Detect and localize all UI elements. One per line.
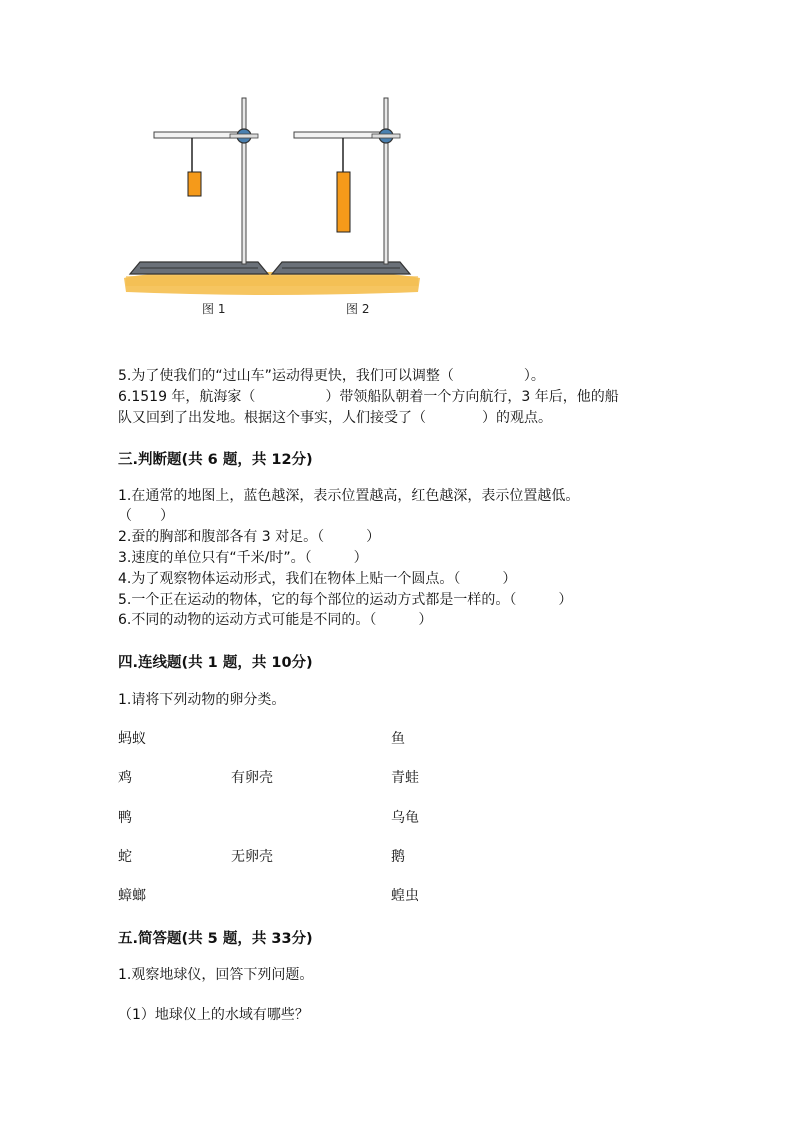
match-q1: 1.请将下列动物的卵分类。 — [118, 692, 286, 708]
pendulum-bob-1 — [188, 172, 201, 196]
match-left-5: 蟑螂 — [118, 888, 146, 904]
figure-caption-1: 图 1 — [202, 302, 226, 316]
section-4-title: 四.连线题(共 1 题，共 10分) — [118, 655, 313, 671]
match-right-3: 乌龟 — [391, 810, 419, 826]
stand-1-rod — [242, 98, 246, 264]
pendulum-bob-2 — [337, 172, 350, 232]
section-3-title: 三.判断题(共 6 题，共 12分) — [118, 452, 313, 468]
match-right-1: 鱼 — [391, 731, 405, 747]
match-right-2: 青蛙 — [391, 770, 419, 786]
match-right-4: 鹅 — [391, 849, 405, 865]
short-answer-q1: 1.观察地球仪，回答下列问题。 — [118, 967, 314, 983]
judge-q1-line1: 1.在通常的地图上，蓝色越深，表示位置越高，红色越深，表示位置越低。 — [118, 488, 580, 504]
match-middle-no-shell: 无卵壳 — [231, 849, 273, 865]
match-left-2: 鸡 — [118, 770, 132, 786]
fill-blank-q6-line1: 6.1519 年，航海家（ ）带领船队朝着一个方向航行，3 年后，他的船 — [118, 389, 619, 405]
judge-q2: 2.蚕的胸部和腹部各有 3 对足。（ ） — [118, 529, 381, 545]
judge-q3: 3.速度的单位只有“千米/时”。（ ） — [118, 550, 368, 566]
fill-blank-q5: 5.为了使我们的“过山车”运动得更快，我们可以调整（ ）。 — [118, 368, 545, 384]
short-answer-q1-sub1: （1）地球仪上的水域有哪些？ — [118, 1007, 309, 1023]
judge-q1-line2: （ ） — [118, 508, 174, 524]
match-right-5: 蝗虫 — [391, 888, 419, 904]
section-5-title: 五.简答题(共 5 题，共 33分) — [118, 931, 313, 947]
match-left-3: 鸭 — [118, 810, 132, 826]
match-middle-shell: 有卵壳 — [231, 770, 273, 786]
fill-blank-q6-line2: 队又回到了出发地。根据这个事实，人们接受了（ ）的观点。 — [118, 410, 552, 426]
pendulum-figure — [118, 92, 428, 324]
judge-q4: 4.为了观察物体运动形式，我们在物体上贴一个圆点。（ ） — [118, 571, 517, 587]
figure-caption-2: 图 2 — [346, 302, 370, 316]
match-left-4: 蛇 — [118, 849, 132, 865]
judge-q5: 5.一个正在运动的物体，它的每个部位的运动方式都是一样的。（ ） — [118, 592, 573, 608]
stand-2-rod — [384, 98, 388, 264]
judge-q6: 6.不同的动物的运动方式可能是不同的。（ ） — [118, 612, 433, 628]
match-left-1: 蚂蚁 — [118, 731, 146, 747]
